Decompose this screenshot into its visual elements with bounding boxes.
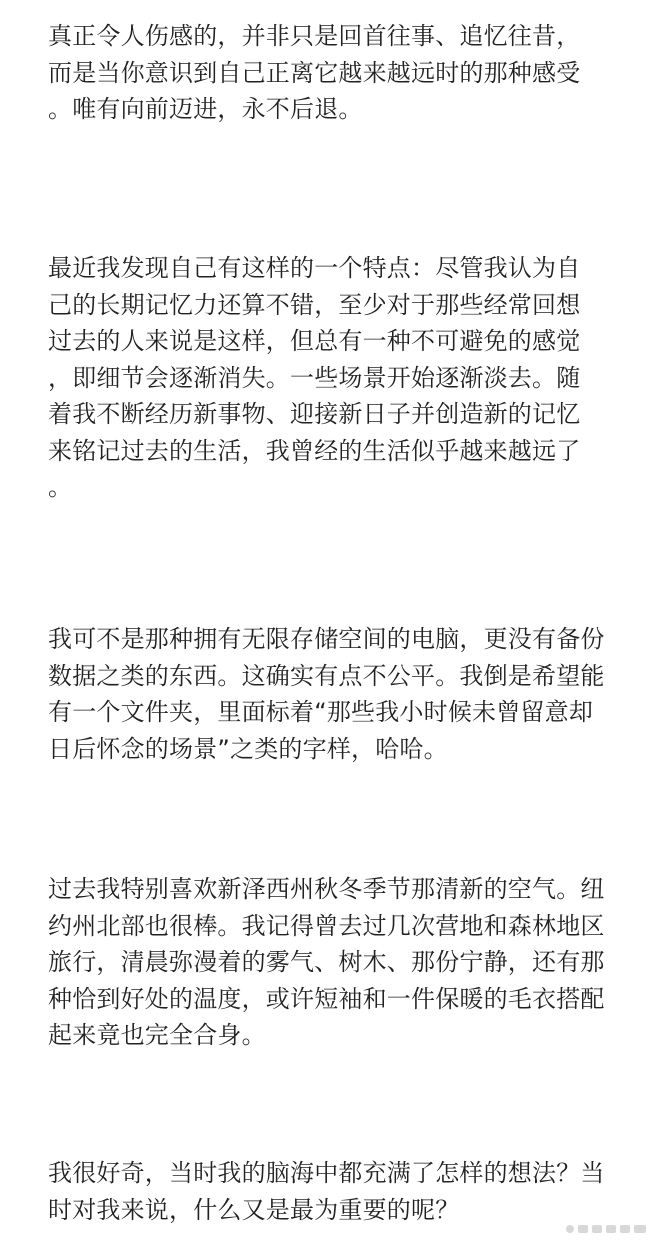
paragraph-4	[48, 871, 608, 1054]
text-line: 我可不是那种拥有无限存储空间的电脑，更没有备份	[48, 625, 605, 653]
text-line: 己的长期记忆力还算不错，至少对于那些经常回想	[48, 290, 581, 319]
text-line: 着我不断经历新事物、迎接新日子并创造新的记忆	[48, 400, 581, 428]
text-line: 真正令人伤感的，并非只是回首往事、追忆往昔，	[48, 22, 581, 50]
text-line: 约州北部也很棒。我记得曾去过几次营地和森林地区	[48, 911, 605, 940]
text-line: ，即细节会逐渐消失。一些场景开始逐渐淡去。随	[48, 363, 581, 392]
text-line: 而是当你意识到自己正离它越来越远时的那种感受	[48, 58, 581, 87]
paragraph-3	[48, 621, 608, 767]
text-line: 来铭记过去的生活，我曾经的生活似乎越来越远了	[48, 436, 581, 465]
text-line: 种恰到好处的温度，或许短袖和一件保暖的毛衣搭配	[48, 984, 605, 1013]
text-line: 我很好奇，当时我的脑海中都充满了怎样的想法？当	[48, 1159, 605, 1187]
text-line: 过去的人来说是这样，但总有一种不可避免的感觉	[48, 327, 581, 355]
paragraph-5	[48, 1155, 608, 1228]
text-line: 时对我来说，什么又是最为重要的呢？	[48, 1195, 460, 1224]
text-line: 旅行，清晨弥漫着的雾气、树木、那份宁静，还有那	[48, 948, 605, 976]
paragraph-1	[48, 18, 608, 128]
paragraph-2	[48, 250, 608, 506]
text-line: 有一个文件夹，里面标着“那些我小时候未曾留意却	[48, 698, 594, 726]
watermark-logo-icon	[564, 1220, 650, 1238]
text-line: 最近我发现自己有这样的一个特点：尽管我认为自	[48, 254, 581, 282]
text-line: 过去我特别喜欢新泽西州秋冬季节那清新的空气。纽	[48, 875, 605, 903]
text-line: 。	[48, 473, 73, 501]
text-line: 起来竟也完全合身。	[48, 1021, 266, 1049]
text-line: 。唯有向前迈进，永不后退。	[48, 95, 363, 123]
text-line: 日后怀念的场景”之类的字样，哈哈。	[48, 734, 448, 763]
text-line: 数据之类的东西。这确实有点不公平。我倒是希望能	[48, 661, 605, 690]
